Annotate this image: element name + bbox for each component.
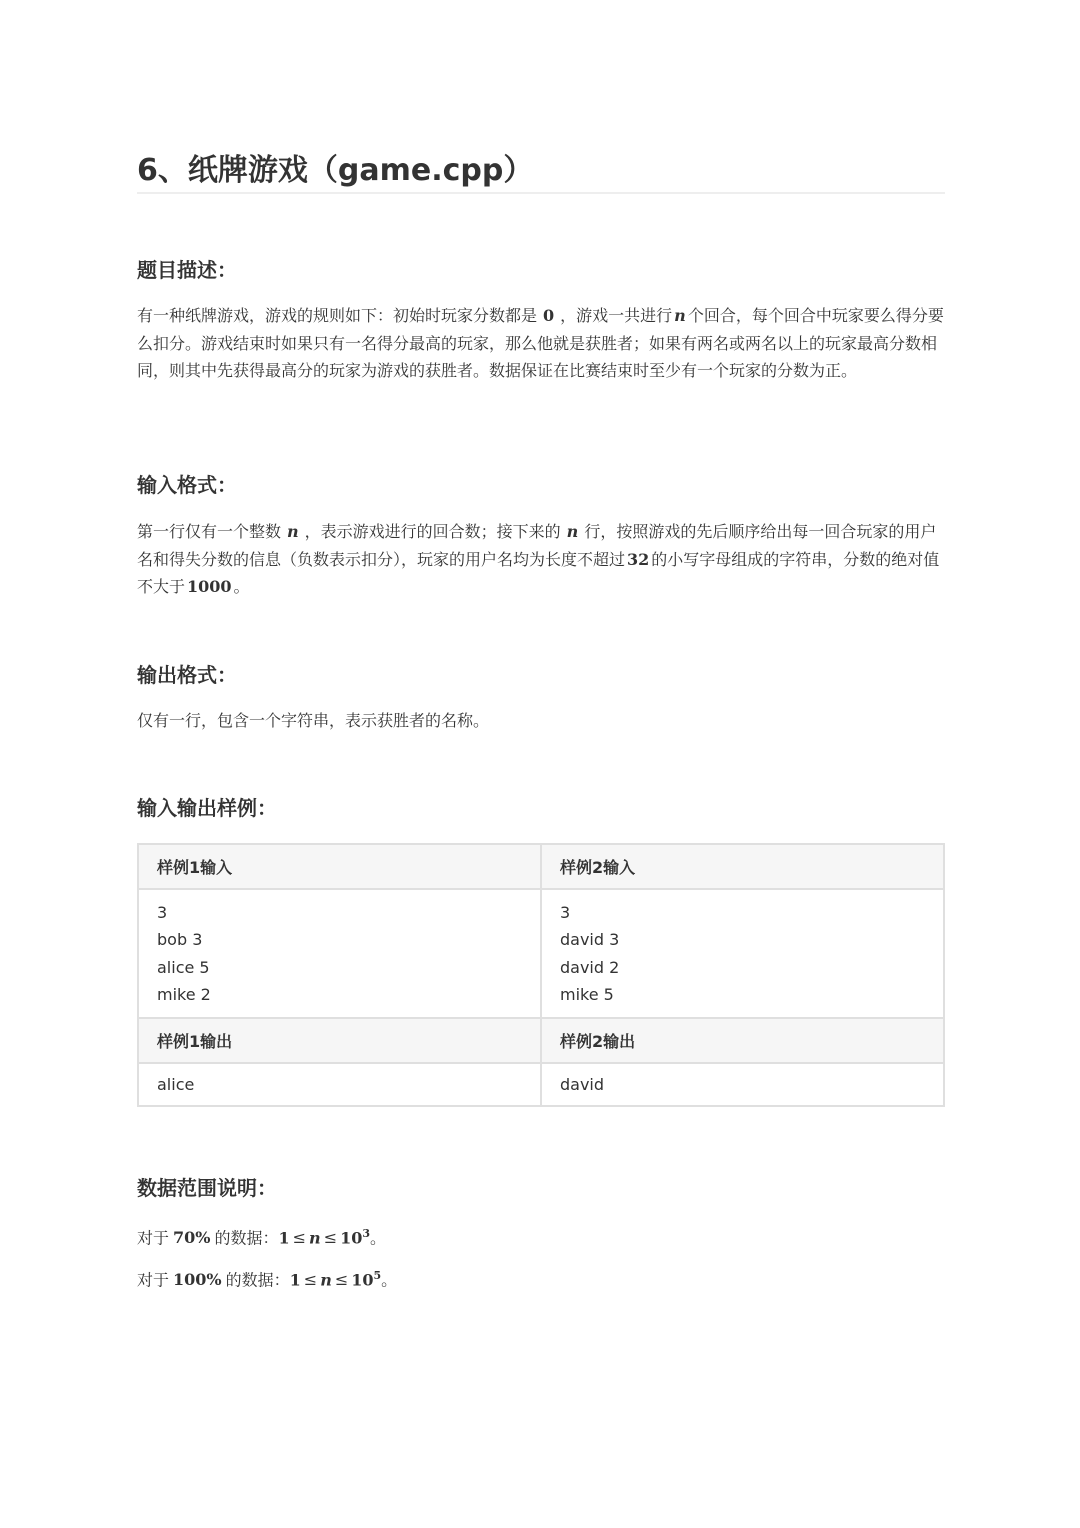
samples-input-row: [138, 889, 944, 1018]
input-format-text-2: ，表示游戏进行的回合数；接下来的: [304, 522, 561, 541]
input-format-text-4: 的小写字母组成的字符串，分数的绝对值不大于: [137, 549, 940, 596]
input-format-heading: 输入格式：: [137, 473, 237, 497]
sample1-input-line: 3: [157, 902, 168, 922]
constraints-heading: 数据范围说明：: [137, 1176, 277, 1200]
input-format-text: [137, 518, 945, 601]
constraint-1-percent: 70%: [173, 1228, 211, 1248]
input-format-math-n: n: [287, 522, 299, 541]
sample2-input-cell: [541, 889, 944, 1018]
constraint-2-n: n: [320, 1270, 332, 1290]
description-text-1: 有一种纸牌游戏，游戏的规则如下：初始时玩家分数都是: [137, 306, 538, 325]
sample1-input-line: bob 3: [157, 930, 203, 949]
constraint-1-base: 10: [340, 1228, 363, 1248]
sample2-input-line: mike 5: [560, 985, 614, 1004]
constraint-line-1: [137, 1220, 945, 1252]
constraint-1-n: n: [309, 1228, 321, 1248]
input-format-math-1000: 1000: [187, 577, 232, 596]
constraint-line-2: [137, 1262, 945, 1294]
samples-heading: 输入输出样例：: [137, 796, 277, 820]
constraint-1-exp: 3: [362, 1227, 371, 1240]
constraint-2-base: 10: [351, 1270, 374, 1290]
sample1-output-header: 样例1输出: [138, 1018, 541, 1063]
constraint-2-exp: 5: [373, 1269, 382, 1282]
sample1-input-line: alice 5: [157, 957, 210, 977]
sample1-input-cell: [138, 889, 541, 1018]
sample1-input-line: mike 2: [157, 985, 211, 1004]
description-text-2: ，游戏一共进行: [560, 306, 673, 325]
constraint-1-le2: ≤: [323, 1228, 338, 1248]
input-format-text-5: 。: [233, 577, 250, 596]
output-format-text: 仅有一行，包含一个字符串，表示获胜者的名称。: [137, 711, 490, 730]
constraint-2-end: 。: [381, 1270, 398, 1290]
description-text: [137, 302, 945, 385]
sample2-output-cell: david: [541, 1063, 944, 1106]
constraint-2-one: 1: [289, 1270, 301, 1290]
constraint-1-prefix: 对于: [137, 1228, 170, 1248]
constraint-2-le2: ≤: [334, 1270, 349, 1290]
description-heading: 题目描述：: [137, 258, 237, 282]
sample2-output-header: 样例2输出: [541, 1018, 944, 1063]
sample2-input-line: 3: [560, 902, 571, 922]
input-format-math-n2: n: [566, 522, 579, 541]
problem-title: 6、纸牌游戏（game.cpp）: [137, 150, 945, 194]
samples-output-row: [138, 1063, 944, 1106]
input-format-text-1: 第一行仅有一个整数: [137, 522, 282, 541]
constraint-1-mid: 的数据：: [214, 1228, 279, 1248]
description-math-zero: 0: [543, 306, 555, 325]
sample2-input-line: david 2: [560, 957, 620, 977]
samples-input-header-row: [138, 844, 944, 889]
sample1-input-header: 样例1输入: [138, 844, 541, 889]
constraint-2-mid: 的数据：: [225, 1270, 290, 1290]
samples-output-header-row: [138, 1018, 944, 1063]
sample2-input-line: david 3: [560, 930, 620, 949]
input-format-math-32: 32: [627, 549, 650, 569]
constraint-1-end: 。: [370, 1228, 387, 1248]
samples-table: [137, 843, 945, 1107]
constraint-1-le: ≤: [292, 1228, 307, 1248]
description-text-3: 个回合，每个回合中玩家要么得分要么扣分。游戏结束时如果只有一名得分最高的玩家，那么他就是获胜者；如果有两名或两名以上的玩家最高分数相同，则其中先获得最高分的玩家为游戏的获胜者。数据保证在比赛结束时至少有一个玩家的分数为正。: [137, 306, 944, 380]
input-format-text-3: 行，按照游戏的先后顺序给出每一回合玩家的用户名和得失分数的信息（负数表示扣分），玩家的用户名均为长度不超过: [137, 522, 937, 569]
sample1-output-cell: alice: [138, 1063, 541, 1106]
constraint-1-one: 1: [278, 1228, 290, 1248]
constraint-2-percent: 100%: [173, 1270, 222, 1290]
sample2-input-header: 样例2输入: [541, 844, 944, 889]
output-format-heading: 输出格式：: [137, 663, 237, 687]
description-math-n: n: [674, 306, 686, 325]
constraint-2-le: ≤: [303, 1270, 318, 1290]
constraint-2-prefix: 对于: [137, 1270, 170, 1290]
